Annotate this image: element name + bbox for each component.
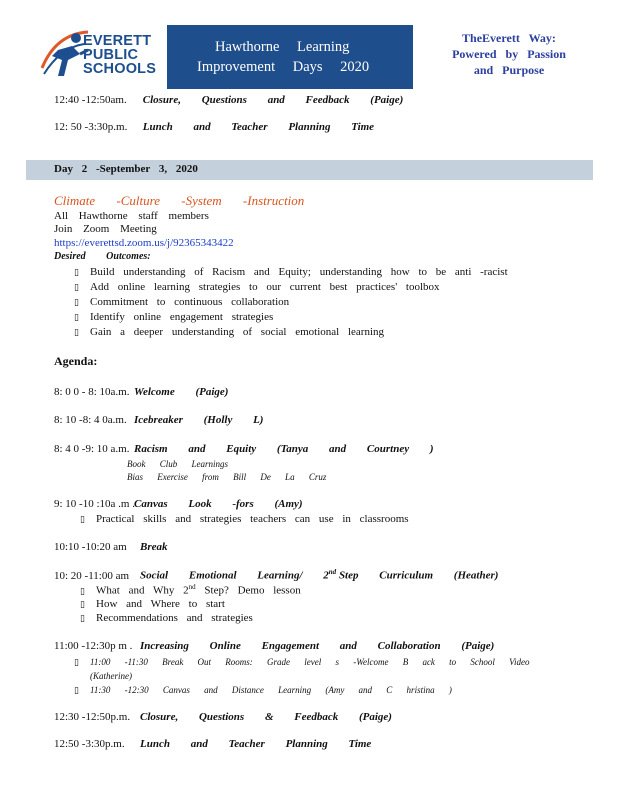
agenda-row: 8: 0 0 - 8: 10a.m. Welcome (Paige) (54, 386, 229, 398)
zoom-link[interactable]: https://everettsd.zoom.us/j/92365343422 (54, 237, 234, 249)
list-item: ▯ Recommendations and strategies (80, 612, 253, 624)
header-banner (167, 25, 413, 89)
agenda-row: 9: 10 -10 :10a .m .Canvas Look -fors (Amy) (54, 498, 303, 510)
agenda-row: 12:40 -12:50am. Closure, Questions and Feedback (Paige) (54, 94, 404, 106)
list-item: ▯ Gain a deeper understanding of social emotional learning (74, 326, 384, 338)
day-heading: Day 2 -September 3, 2020 (54, 163, 198, 175)
day-heading-bar (26, 160, 593, 180)
agenda-row: 10:10 -10:20 am Break (54, 541, 168, 553)
agenda-subitem: ▯ 11:00 -11:30 Break Out Rooms: Grade level s -Welcome B ack to School Video (74, 657, 530, 667)
agenda-subitem: ▯ 11:30 -12:30 Canvas and Distance Learning (Amy and C hristina ) (74, 685, 452, 695)
banner-title-line2: Improvement Days 2020 (197, 59, 370, 75)
agenda-row: 12:30 -12:50p.m. Closure, Questions & Feedback (Paige) (54, 711, 392, 723)
agenda-row: 8: 4 0 -9: 10 a.m. Racism and Equity (Tanya and Courtney ) (54, 443, 434, 455)
theme-heading: Climate -Culture -System -Instruction (54, 193, 305, 208)
logo-text: EVERETT PUBLIC SCHOOLS (83, 33, 157, 77)
agenda-heading: Agenda: (54, 354, 98, 368)
list-item: ▯ What and Why 2nd Step? Demo lesson (80, 583, 301, 597)
audience-text: All Hawthorne staff members (54, 210, 209, 222)
join-text: Join Zoom Meeting (54, 223, 157, 235)
list-item: ▯ Commitment to continuous collaboration (74, 296, 290, 308)
banner-title-line1: Hawthorne Learning (215, 39, 350, 55)
agenda-subitem: (Katherine) (90, 671, 132, 681)
list-item: ▯ How and Where to start (80, 598, 225, 610)
agenda-row: 8: 10 -8: 4 0a.m. Icebreaker (Holly L) (54, 414, 264, 426)
agenda-row: 12:50 -3:30p.m. Lunch and Teacher Planning Time (54, 738, 372, 750)
motto: TheEverett Way: Powered by Passion and Purpose (452, 31, 566, 77)
list-item: ▯ Identify online engagement strategies (74, 311, 274, 323)
list-item: ▯ Practical skills and strategies teachers can use in classrooms (80, 513, 409, 525)
agenda-row: 12: 50 -3:30p.m. Lunch and Teacher Planning Time (54, 121, 375, 133)
agenda-row: 11:00 -12:30p m . Increasing Online Engagement and Collaboration (Paige) (54, 640, 495, 652)
agenda-subitem: Bias Exercise from Bill De La Cruz (127, 472, 327, 482)
list-item: ▯ Add online learning strategies to our current best practices' toolbox (74, 281, 440, 293)
agenda-subitem: Book Club Learnings (127, 459, 229, 469)
list-item: ▯ Build understanding of Racism and Equity; understanding how to be anti -racist (74, 266, 508, 278)
agenda-row: 10: 20 -11:00 am Social Emotional Learning/ 2nd Step Curriculum (Heather) (54, 568, 499, 582)
outcomes-label: Desired Outcomes: (54, 251, 151, 262)
